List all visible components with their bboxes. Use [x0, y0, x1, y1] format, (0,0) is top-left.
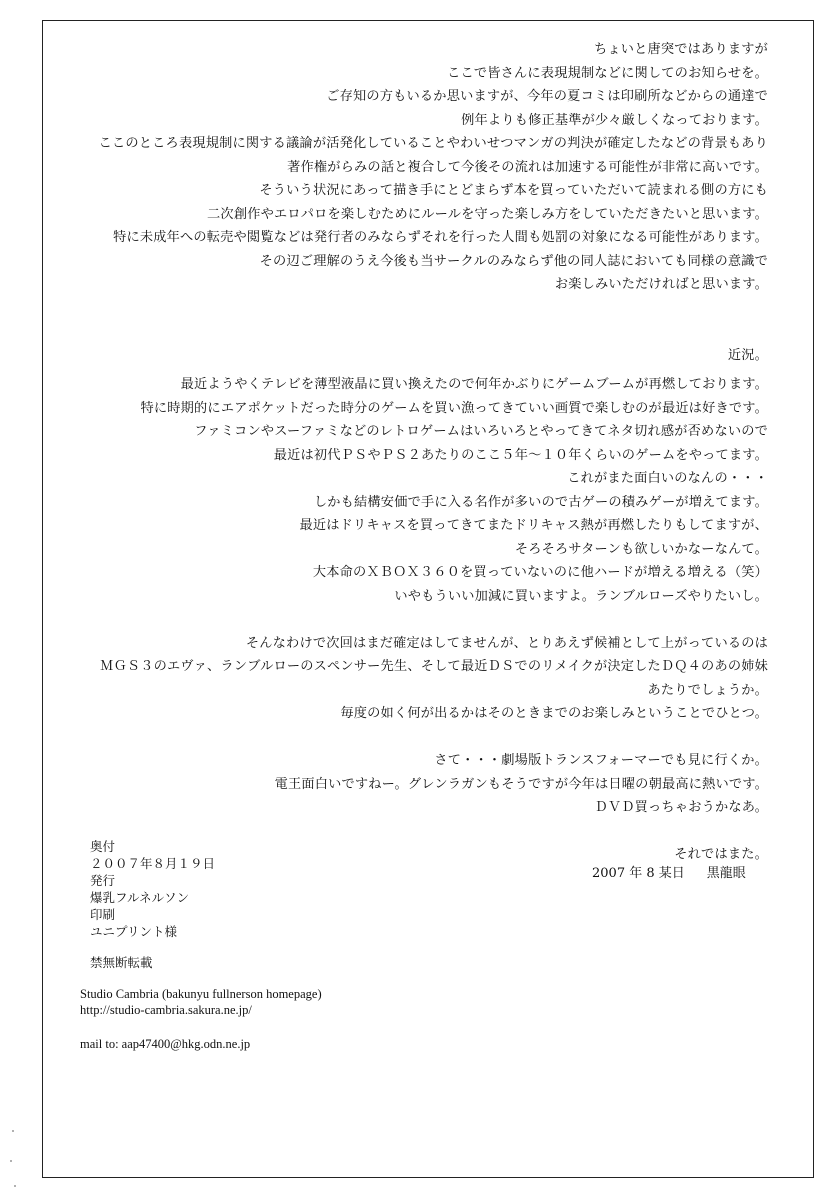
text-line: 特に未成年への転売や閲覧などは発行者のみならずそれを行った人間も処罰の対象になる可能性があります。 [113, 230, 768, 245]
text-line: そろそろサターンも欲しいかなーなんて。 [514, 541, 768, 557]
text-line: 著作権がらみの話と複合して今後その流れは加速する可能性が非常に高いです。 [287, 159, 768, 175]
text-line: ＤＶＤ買っちゃおうかなあ。 [594, 800, 768, 815]
colophon-heading: 奥付 [90, 839, 116, 854]
studio-name: Studio Cambria (bakunyu fullnerson homepage) [80, 987, 322, 1001]
text-line: ＭＧＳ３のエヴァ、ランブルローのスペンサー先生、そして最近ＤＳでのリメイクが決定したＤＱ４のあの姉妹 [100, 659, 768, 674]
text-line: これがまた面白いのなんの・・・ [567, 471, 768, 486]
text-line: その辺ご理解のうえ今後も当サークルのみならず他の同人誌においても同様の意識で [259, 253, 768, 269]
contact-footer [80, 986, 322, 1052]
mail-address: mail to: aap47400@hkg.odn.ne.jp [80, 1037, 251, 1051]
colophon-publisher: 爆乳フルネルソン [90, 890, 190, 905]
no-reprint-notice: 禁無断転載 [90, 955, 153, 970]
text-line: 特に時期的にエアポケットだった時分のゲームを買い漁ってきていい画質で楽しむのが最近は好きです。 [140, 400, 768, 416]
text-line: ファミコンやスーファミなどのレトロゲームはいろいろとやってきてネタ切れ感が否めないので [194, 424, 768, 439]
text-line: 例年よりも修正基準が少々厳しくなっております。 [461, 112, 768, 128]
text-line: 最近ようやくテレビを薄型液晶に買い換えたので何年かぶりにゲームブームが再燃しております。 [180, 377, 768, 392]
author-name: 黒龍眼 [706, 866, 746, 881]
text-line: ご存知の方もいるか思いますが、今年の夏コミは印刷所などからの通達で [326, 89, 768, 104]
signature-dateline [592, 862, 768, 881]
text-line: 最近はドリキャスを買ってきてまたドリキャス熱が再燃したりもしてますが、 [299, 518, 768, 533]
afterword-body [68, 38, 768, 867]
section-heading-recent: 近況。 [727, 347, 768, 363]
colophon-publish-label: 発行 [90, 873, 116, 888]
text-line: あたりでしょうか。 [647, 682, 768, 698]
text-line: 電王面白いですねー。グレンラガンもそうですが今年は日曜の朝最高に熱いです。 [274, 776, 768, 792]
text-line: さて・・・劇場版トランスフォーマーでも見に行くか。 [434, 753, 768, 768]
homepage-url: http://studio-cambria.sakura.ne.jp/ [80, 1003, 252, 1017]
colophon-print-label: 印刷 [90, 907, 116, 922]
scan-speck [14, 1185, 16, 1187]
text-line: ちょいと唐突ではありますが [593, 42, 768, 57]
signature-date: 2007 年 8 某日 [592, 866, 685, 881]
text-line: お楽しみいただければと思います。 [554, 277, 768, 292]
colophon [90, 838, 215, 971]
scan-speck [10, 1160, 12, 1162]
colophon-date: ２００７年８月１９日 [90, 856, 216, 871]
text-line: 二次創作やエロパロを楽しむためにルールを守った楽しみ方をしていただきたいと思います。 [207, 206, 768, 222]
text-line: ここで皆さんに表現規制などに関してのお知らせを。 [447, 65, 768, 81]
text-line: 毎度の如く何が出るかはそのときまでのお楽しみということでひとつ。 [340, 706, 768, 721]
text-line: ここのところ表現規制に関する議論が活発化していることやわいせつマンガの判決が確定したなどの背景もあり [98, 136, 768, 151]
text-line: 最近は初代ＰＳやＰＳ２あたりのここ５年～１０年くらいのゲームをやってます。 [273, 447, 768, 463]
text-line: しかも結構安価で手に入る名作が多いので古ゲーの積みゲーが増えてます。 [313, 494, 768, 510]
text-line: 大本命のＸＢＯＸ３６０を買っていないのに他ハードが増える増える（笑） [312, 565, 768, 580]
farewell-line: それではまた。 [674, 847, 768, 862]
scan-speck [12, 1130, 14, 1132]
text-line: そういう状況にあって描き手にとどまらず本を買っていただいて読まれる側の方にも [259, 183, 768, 198]
text-line: いやもういい加減に買いますよ。ランブルローズやりたいし。 [394, 588, 768, 604]
text-line: そんなわけで次回はまだ確定はしてませんが、とりあえず候補として上がっているのは [245, 635, 768, 651]
colophon-printer: ユニプリント様 [90, 924, 178, 939]
